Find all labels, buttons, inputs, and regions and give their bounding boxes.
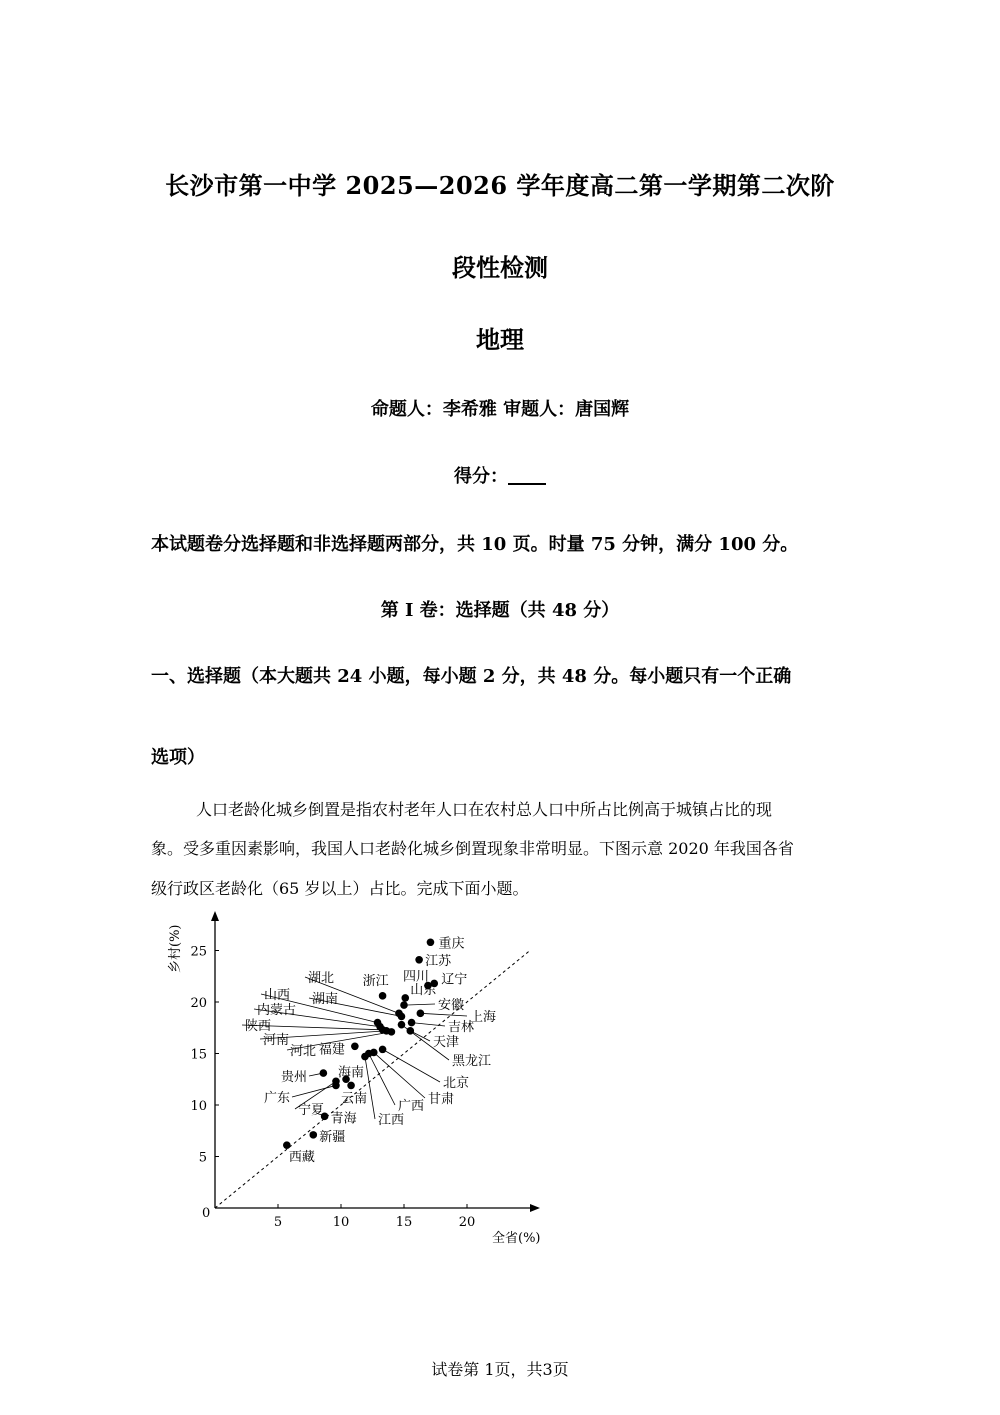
data-point bbox=[415, 956, 423, 964]
data-point bbox=[407, 1027, 415, 1035]
point-label: 江西 bbox=[378, 1113, 405, 1128]
leader-line bbox=[383, 1049, 440, 1082]
reference-diagonal-line bbox=[215, 951, 530, 1209]
data-point bbox=[309, 1131, 317, 1139]
x-tick-label: 15 bbox=[395, 1215, 413, 1230]
point-label: 新疆 bbox=[319, 1129, 346, 1145]
y-tick-label: 10 bbox=[190, 1099, 207, 1114]
leader-line bbox=[369, 1054, 395, 1106]
point-label: 湖南 bbox=[312, 992, 339, 1007]
passage-line1: 人口老龄化城乡倒置是指农村老年人口在农村总人口中所占比例高于城镇占比的现 bbox=[196, 800, 773, 819]
data-point bbox=[417, 1010, 425, 1018]
point-label: 广西 bbox=[398, 1099, 425, 1114]
point-label: 天津 bbox=[433, 1035, 460, 1050]
point-label: 内蒙古 bbox=[257, 1003, 297, 1018]
point-label: 吉林 bbox=[448, 1020, 475, 1035]
data-point bbox=[398, 1021, 406, 1029]
data-point bbox=[408, 1019, 416, 1027]
subject-title: 地理 bbox=[476, 325, 524, 354]
y-tick-label: 15 bbox=[190, 1047, 207, 1063]
point-label: 广东 bbox=[263, 1091, 290, 1106]
point-label: 海南 bbox=[338, 1065, 365, 1081]
aging-scatter-chart bbox=[160, 905, 560, 1250]
x-axis-label: 全省(%) bbox=[492, 1231, 541, 1246]
x-tick-label: 20 bbox=[458, 1215, 476, 1230]
point-label: 云南 bbox=[341, 1091, 368, 1107]
passage-line3: 级行政区老龄化（65 岁以上）占比。完成下面小题。 bbox=[151, 879, 529, 898]
y-tick-label: 20 bbox=[190, 996, 207, 1011]
point-label: 四川 bbox=[402, 969, 429, 985]
data-point bbox=[351, 1042, 359, 1050]
leader-line bbox=[292, 1085, 336, 1097]
point-label: 北京 bbox=[443, 1076, 470, 1091]
x-tick-label: 10 bbox=[332, 1215, 350, 1230]
point-label: 西藏 bbox=[288, 1150, 315, 1166]
data-point bbox=[379, 1046, 387, 1054]
data-point bbox=[283, 1141, 291, 1149]
point-label: 辽宁 bbox=[441, 972, 468, 988]
leader-line bbox=[420, 1013, 467, 1016]
leader-line bbox=[365, 1057, 375, 1119]
data-point bbox=[379, 992, 387, 1000]
x-axis-arrow bbox=[530, 1204, 540, 1212]
data-point bbox=[401, 994, 409, 1002]
point-label: 江苏 bbox=[425, 953, 452, 969]
data-point bbox=[427, 938, 435, 946]
score-label: 得分： bbox=[454, 466, 508, 487]
y-axis-label: 乡村(%) bbox=[168, 924, 183, 973]
data-point bbox=[347, 1082, 355, 1090]
point-label: 山东 bbox=[410, 982, 437, 998]
page-footer: 试卷第 1页，共3页 bbox=[431, 1360, 569, 1379]
exam-title-line1: 长沙市第一中学 2025—2026 学年度高二第一学期第二次阶 bbox=[165, 171, 835, 200]
point-label: 青海 bbox=[330, 1111, 357, 1127]
data-point bbox=[388, 1028, 396, 1036]
score-blank[interactable] bbox=[508, 465, 546, 485]
y-axis-arrow bbox=[211, 911, 219, 921]
data-point bbox=[361, 1053, 369, 1061]
point-label: 陕西 bbox=[245, 1019, 272, 1034]
y-tick-label: 25 bbox=[190, 944, 207, 960]
leader-line bbox=[404, 1004, 435, 1005]
passage-line2: 象。受多重因素影响，我国人口老龄化城乡倒置现象非常明显。下图示意 2020 年我国各省 bbox=[151, 839, 794, 858]
x-tick-label: 5 bbox=[273, 1215, 283, 1230]
section-title-line2: 选项） bbox=[151, 747, 205, 768]
exam-title-line2: 段性检测 bbox=[452, 253, 548, 282]
point-label: 浙江 bbox=[362, 973, 389, 989]
authors-line: 命题人：李希雅 审题人：唐国辉 bbox=[370, 399, 630, 420]
point-label: 湖北 bbox=[308, 971, 335, 986]
y-tick-label: 5 bbox=[198, 1150, 207, 1166]
score-line bbox=[0, 462, 1000, 488]
point-label: 甘肃 bbox=[428, 1092, 455, 1107]
point-label: 上海 bbox=[470, 1010, 497, 1025]
point-label: 福建 bbox=[318, 1042, 345, 1058]
point-label: 宁夏 bbox=[298, 1103, 325, 1118]
part-title: 第 Ⅰ 卷：选择题（共 48 分） bbox=[380, 600, 620, 621]
point-label: 黑龙江 bbox=[452, 1054, 492, 1069]
point-label: 贵州 bbox=[280, 1070, 307, 1085]
exam-intro: 本试题卷分选择题和非选择题两部分，共 10 页。时量 75 分钟，满分 100 分。 bbox=[151, 534, 799, 555]
point-label: 重庆 bbox=[438, 936, 465, 952]
point-label: 安徽 bbox=[438, 998, 465, 1013]
point-label: 河南 bbox=[263, 1033, 290, 1048]
data-point bbox=[400, 1001, 408, 1009]
data-point bbox=[320, 1069, 328, 1077]
data-point bbox=[398, 1013, 406, 1021]
origin-label: 0 bbox=[202, 1206, 211, 1221]
point-label: 河北 bbox=[290, 1044, 317, 1059]
section-title-line1: 一、选择题（本大题共 24 小题，每小题 2 分，共 48 分。每小题只有一个正确 bbox=[151, 666, 792, 687]
point-label: 山西 bbox=[264, 988, 291, 1003]
